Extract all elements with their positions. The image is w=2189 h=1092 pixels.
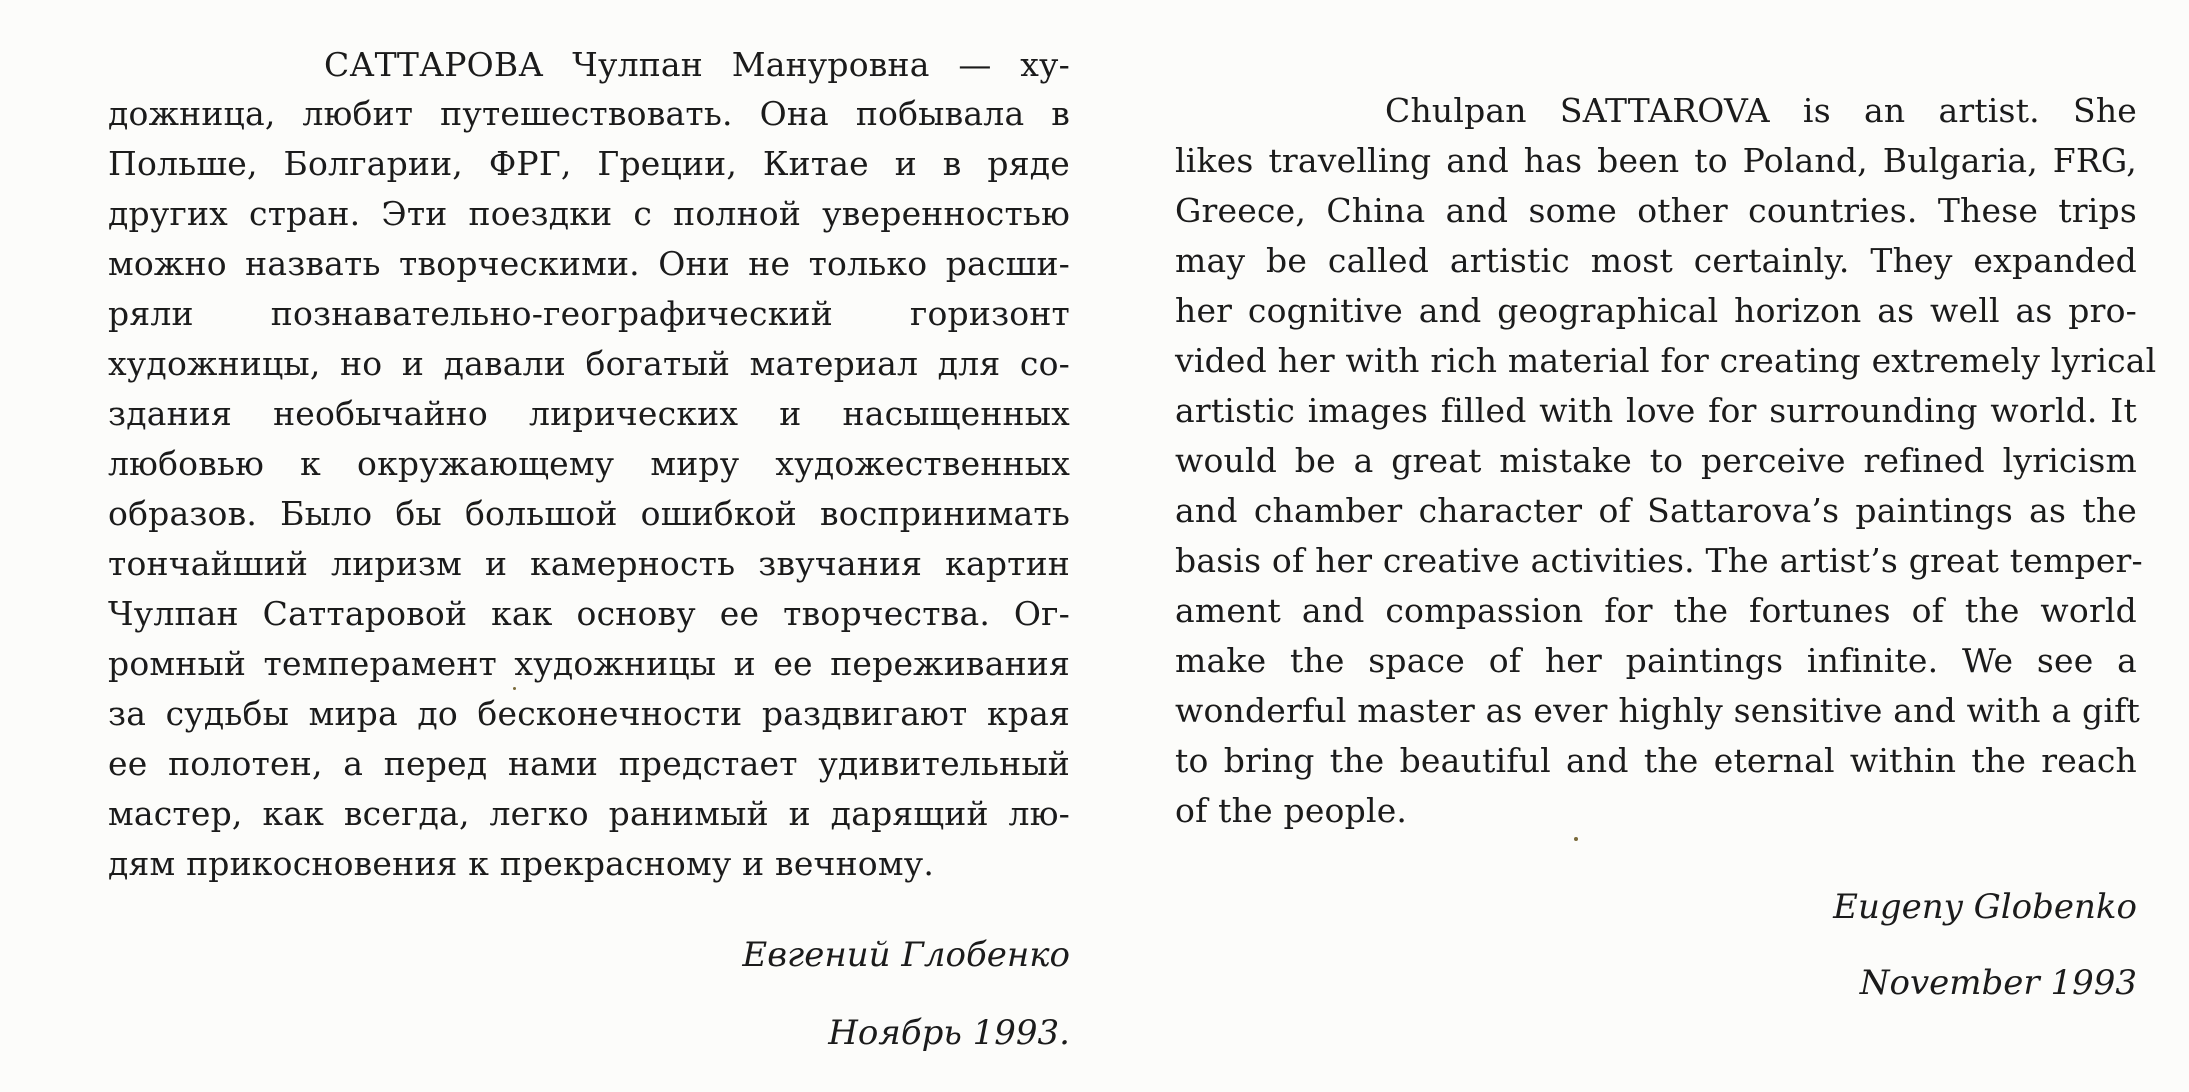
english-line: may be called artistic most certainly. They expanded xyxy=(1175,241,2137,280)
russian-line: здания необычайно лирических и насыщенных xyxy=(108,394,1070,433)
english-line: ament and compassion for the fortunes of the world xyxy=(1175,591,2137,630)
english-line: basis of her creative activities. The artist’s great temper- xyxy=(1175,541,2143,580)
english-line: make the space of her paintings infinite. We see a xyxy=(1175,641,2137,680)
russian-line: дожница, любит путешествовать. Она побывала в xyxy=(108,94,1070,133)
english-date: November 1993 xyxy=(1859,963,2137,1003)
english-line: likes travelling and has been to Poland, Bulgaria, FRG, xyxy=(1175,141,2137,180)
russian-line: образов. Было бы большой ошибкой воспринимать xyxy=(108,494,1070,533)
russian-line: художницы, но и давали богатый материал для со- xyxy=(108,344,1070,383)
print-speck xyxy=(513,687,516,690)
russian-line: ромный темперамент художницы и ее переживания xyxy=(108,644,1070,683)
russian-line: за судьбы мира до бесконечности раздвигают края xyxy=(108,694,1070,733)
english-author-signature: Eugeny Globenko xyxy=(1833,887,2137,927)
english-line: Chulpan SATTAROVA is an artist. She xyxy=(1385,91,2137,130)
english-line: would be a great mistake to perceive refined lyricism xyxy=(1175,441,2137,480)
russian-line: САТТАРОВА Чулпан Мануровна — ху- xyxy=(324,45,1070,84)
russian-line: ряли познавательно-географический горизонт xyxy=(108,294,1070,333)
russian-line: мастер, как всегда, легко ранимый и дарящий лю- xyxy=(108,794,1070,833)
russian-line: Польше, Болгарии, ФРГ, Греции, Китае и в ряде xyxy=(108,144,1070,183)
english-line: vided her with rich material for creating extremely lyrical xyxy=(1175,341,2157,380)
english-line: and chamber character of Sattarova’s paintings as the xyxy=(1175,491,2137,530)
russian-line: дям прикосновения к прекрасному и вечному. xyxy=(108,844,935,883)
russian-line: можно назвать творческими. Они не только расши- xyxy=(108,244,1070,283)
english-line: Greece, China and some other countries. These trips xyxy=(1175,191,2137,230)
russian-line: тончайший лиризм и камерность звучания картин xyxy=(108,544,1070,583)
english-line: to bring the beautiful and the eternal within the reach xyxy=(1175,741,2137,780)
print-speck xyxy=(1574,837,1578,841)
english-line: of the people. xyxy=(1175,791,1408,830)
russian-line: ее полотен, а перед нами предстает удивительный xyxy=(108,744,1070,783)
russian-author-signature: Евгений Глобенко xyxy=(742,935,1070,975)
english-line: her cognitive and geographical horizon as well as pro- xyxy=(1175,291,2137,330)
russian-line: Чулпан Саттаровой как основу ее творчества. Ог- xyxy=(108,594,1070,633)
russian-line: любовью к окружающему миру художественных xyxy=(108,444,1070,483)
russian-line: других стран. Эти поездки с полной уверенностью xyxy=(108,194,1070,233)
russian-date: Ноябрь 1993. xyxy=(828,1013,1070,1053)
english-line: artistic images filled with love for surrounding world. It xyxy=(1175,391,2137,430)
english-line: wonderful master as ever highly sensitive and with a gift xyxy=(1175,691,2140,730)
